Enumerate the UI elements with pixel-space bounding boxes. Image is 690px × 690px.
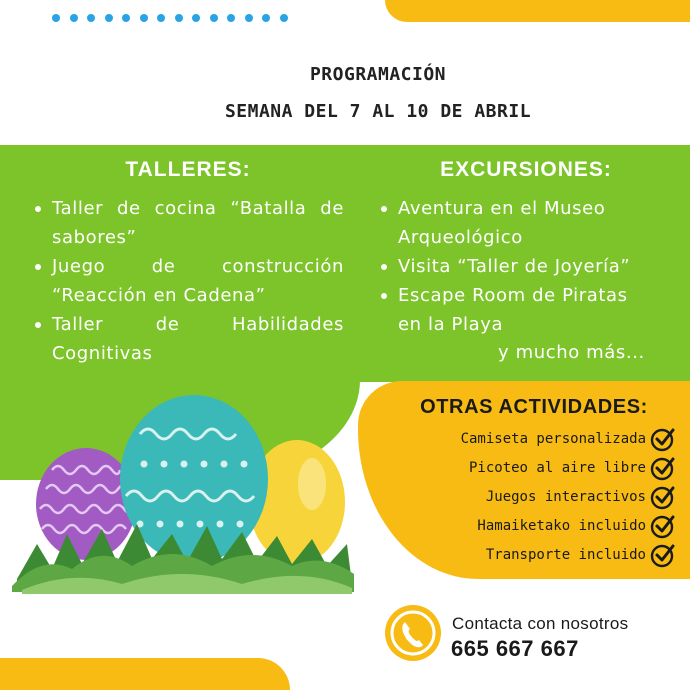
dot (122, 14, 130, 22)
otras-item-label: Juegos interactivos (485, 488, 646, 505)
otras-item-label: Hamaiketako incluido (477, 517, 646, 534)
otras-list (376, 424, 676, 569)
list-item: Taller de cocina “Batalla de sabores” (32, 194, 344, 252)
list-item: Juego de construcción “Reacción en Cadena” (32, 252, 344, 310)
list-item (376, 511, 676, 540)
talleres-section (32, 158, 344, 368)
check-icon (650, 455, 676, 481)
dot (210, 14, 218, 22)
list-item (376, 453, 676, 482)
dot (227, 14, 235, 22)
dot (157, 14, 165, 22)
list-item: Taller de Habilidades Cognitivas (32, 310, 344, 368)
excursiones-list (378, 194, 690, 339)
talleres-list (32, 194, 344, 368)
easter-eggs-illustration (12, 394, 357, 594)
list-item: Aventura en el Museo Arqueológico (378, 194, 690, 252)
dot (105, 14, 113, 22)
phone-icon (385, 605, 441, 661)
dot (262, 14, 270, 22)
dot (192, 14, 200, 22)
phone-icon-badge (385, 605, 441, 661)
purple-egg (36, 448, 136, 560)
list-item: Visita “Taller de Joyería” (378, 252, 690, 281)
otras-item-label: Transporte incluido (485, 546, 646, 563)
title-line-1: PROGRAMACIÓN (309, 64, 447, 85)
title-line-2: SEMANA DEL 7 AL 10 DE ABRIL (224, 101, 532, 122)
dot (70, 14, 78, 22)
list-item (376, 482, 676, 511)
otras-heading: OTRAS ACTIVIDADES: (420, 396, 648, 418)
dot (175, 14, 183, 22)
corner-decoration-bottom-left (0, 658, 290, 690)
dot (52, 14, 60, 22)
excursiones-heading: EXCURSIONES: (440, 158, 612, 181)
check-icon (650, 484, 676, 510)
check-icon (650, 513, 676, 539)
contact-label: Contacta con nosotros (452, 614, 629, 633)
check-icon (650, 426, 676, 452)
talleres-heading: TALLERES: (125, 158, 251, 181)
otras-item-label: Picoteo al aire libre (468, 459, 646, 476)
check-icon (650, 542, 676, 568)
corner-decoration-top-right (385, 0, 690, 22)
dots-decoration (52, 14, 288, 22)
dot (87, 14, 95, 22)
dot (245, 14, 253, 22)
excursiones-section (378, 158, 690, 339)
dot (280, 14, 288, 22)
contact-phone-number[interactable]: 665 667 667 (451, 636, 579, 661)
list-item (376, 424, 676, 453)
dot (140, 14, 148, 22)
list-item (376, 540, 676, 569)
more-text: y mucho más... (498, 342, 645, 363)
list-item: Escape Room de Piratas en la Playa (378, 281, 690, 339)
otras-item-label: Camiseta personalizada (460, 430, 646, 447)
